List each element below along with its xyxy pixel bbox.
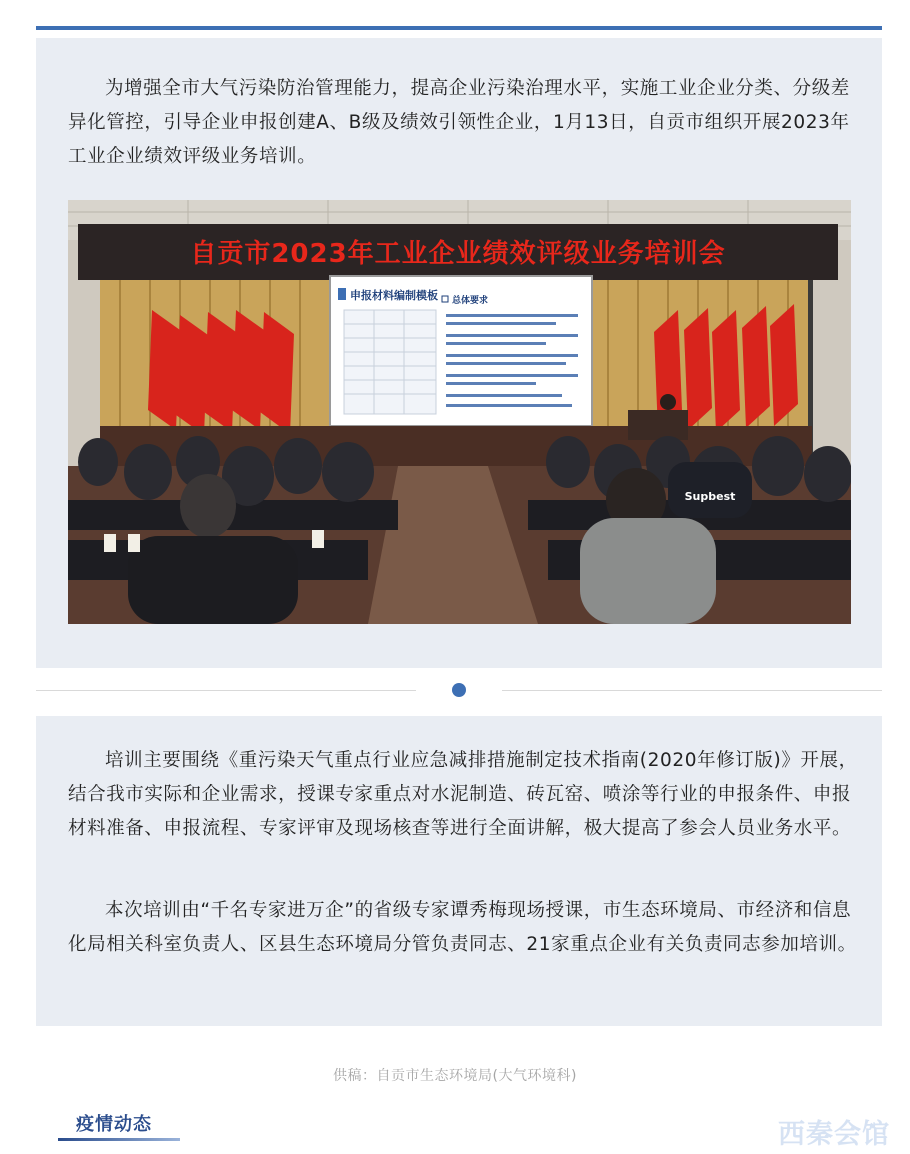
article-card-2 [36, 716, 882, 1026]
paragraph-content: 培训主要围绕《重污染天气重点行业应急减排措施制定技术指南(2020年修订版)》开展，结合我市实际和企业需求，授课专家重点对水泥制造、砖瓦窑、喷涂等行业的申报条件、申报材料准备、申报流程、专家评审及现场核查等进行全面讲解，极大提高了参会人员业务水平。 [68, 750, 858, 839]
slide-title: 申报材料编制模板 [350, 289, 438, 302]
separator-left [36, 690, 416, 691]
banner-text: 自贡市2023年工业企业绩效评级业务培训会 [190, 239, 726, 269]
separator-right [502, 690, 882, 691]
paragraph-participants: 本次培训由“千名专家进万企”的省级专家谭秀梅现场授课，市生态环境局、市经济和信息化局相关科室负责人、区县生态环境局分管负责同志、21家重点企业有关负责同志参加培训。 [68, 900, 857, 955]
slide-heading: 总体要求 [452, 296, 489, 306]
watermark-logo: 西秦会馆 [778, 1119, 890, 1150]
separator-dot [452, 683, 466, 697]
top-accent-rule [36, 26, 882, 30]
section-tag[interactable]: 疫情动态 [76, 1114, 152, 1135]
training-photo [68, 200, 851, 624]
jacket-text: Supbest [684, 490, 736, 503]
article-card-1 [36, 38, 882, 668]
paragraph-intro: 为增强全市大气污染防治管理能力，提高企业污染治理水平，实施工业企业分类、分级差异化管控，引导企业申报创建A、B级及绩效引领性企业，1月13日，自贡市组织开展2023年工业企业绩效评级业务培训。 [68, 78, 850, 167]
source-credit: 供稿：自贡市生态环境局(大气环境科) [333, 1068, 577, 1084]
section-tag-underline [58, 1138, 180, 1141]
